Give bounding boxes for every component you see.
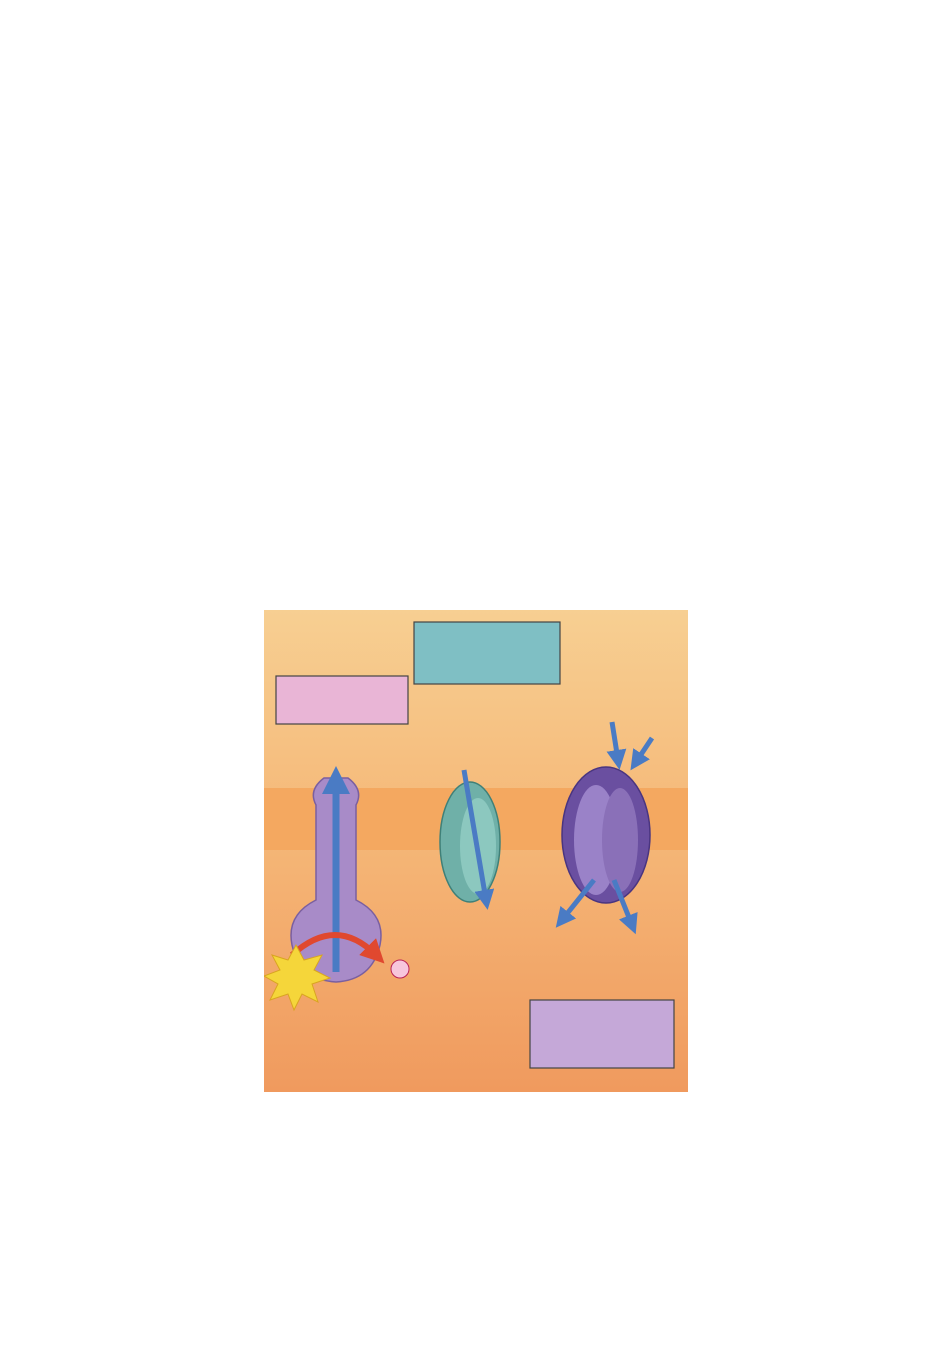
box-h-pump [276,676,408,724]
phosphate-ion [391,960,409,978]
figure-proton-pump-mechanism [264,610,688,1092]
box-anion-symport [530,1000,674,1068]
box-k-channel [414,622,560,684]
